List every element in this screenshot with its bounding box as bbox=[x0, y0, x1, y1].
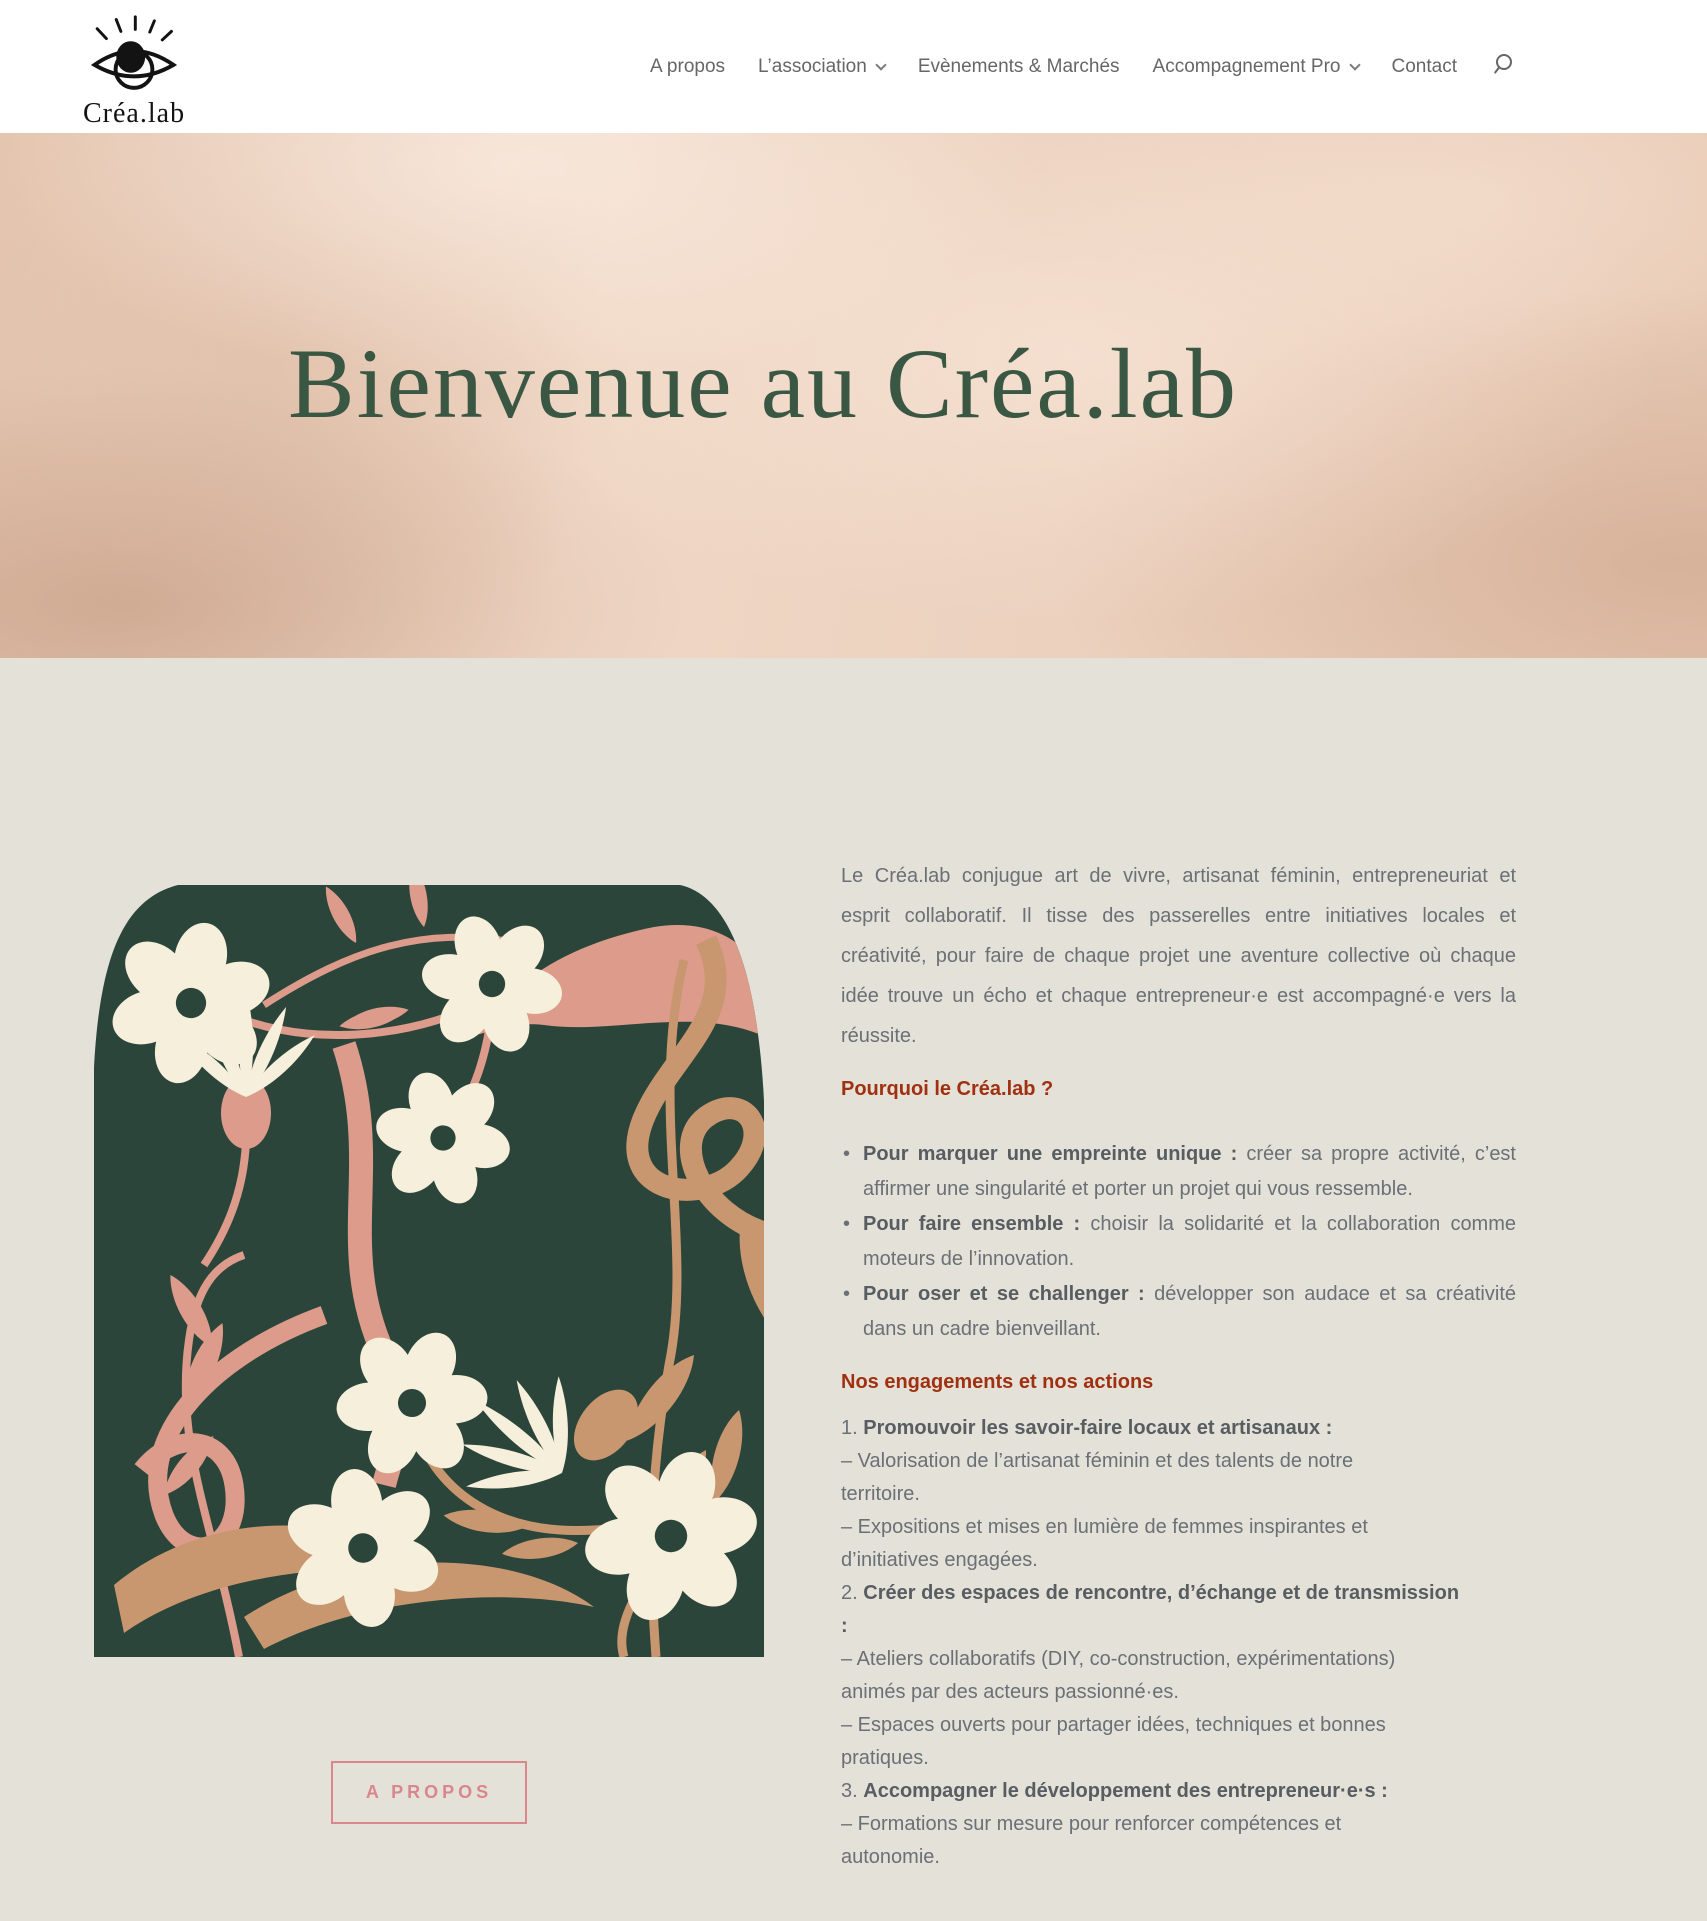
nav-items bbox=[650, 56, 1457, 78]
why-list bbox=[841, 1137, 1516, 1347]
why-list-item: • Pour marquer une empreinte unique : créer sa propre activité, c’est affirmer une singularité et porter un projet qui vous ressemble. bbox=[863, 1137, 1516, 1207]
why-list-item: • Pour oser et se challenger : développer son audace et sa créativité dans un cadre bienveillant. bbox=[863, 1277, 1516, 1347]
intro-paragraph: Le Créa.lab conjugue art de vivre, artisanat féminin, entrepreneuriat et esprit collaboratif. Il tisse des passerelles entre initiatives locales et créativité, pour faire de chaque projet une aventure collective où chaque idée trouve un écho et chaque entrepreneur·e est accompagné·e vers la réussite. bbox=[841, 865, 1516, 1047]
chevron-down-icon bbox=[1349, 59, 1360, 70]
site-logo[interactable] bbox=[83, 13, 185, 129]
why-heading: Pourquoi le Créa.lab ? bbox=[841, 1078, 1054, 1100]
about-text-column bbox=[841, 856, 1516, 1921]
nav-item-contact[interactable]: Contact bbox=[1391, 55, 1457, 77]
search-button[interactable] bbox=[1492, 52, 1516, 81]
eye-logo-icon bbox=[88, 13, 180, 101]
about-left-column bbox=[94, 856, 764, 1921]
nav-item-a-propos[interactable]: A propos bbox=[650, 55, 726, 77]
a-propos-button[interactable]: A PROPOS bbox=[331, 1761, 527, 1824]
nav-item-l-association[interactable]: L’association bbox=[758, 56, 885, 78]
main-nav bbox=[650, 52, 1516, 81]
logo-wordmark: Créa.lab bbox=[83, 97, 186, 129]
hero-section bbox=[0, 133, 1707, 658]
engagements-heading: Nos engagements et nos actions bbox=[841, 1371, 1154, 1393]
search-icon bbox=[1492, 52, 1516, 81]
nav-item-ev-nements-march-s[interactable]: Evènements & Marchés bbox=[917, 55, 1120, 77]
hero-title: Bienvenue au Créa.lab bbox=[288, 328, 1238, 439]
about-section bbox=[0, 658, 1707, 1921]
why-list-item: • Pour faire ensemble : choisir la solidarité et la collaboration comme moteurs de l’innovation. bbox=[863, 1207, 1516, 1277]
floral-illustration bbox=[94, 885, 764, 1657]
chevron-down-icon bbox=[875, 59, 886, 70]
nav-item-accompagnement-pro[interactable]: Accompagnement Pro bbox=[1153, 56, 1359, 78]
site-header bbox=[0, 0, 1707, 133]
engagements-text: 1. Promouvoir les savoir-faire locaux et artisanaux : – Valorisation de l’artisanat féminin et des talents de notre territoire. – Expositions et mises en lumière de femmes inspirantes et d’initiatives engagées. 2. Créer des espaces de rencontre, d’échange et de transmission : – Ateliers collaboratifs (DIY, co-construction, expérimentations) animés par des acteurs passionné·es. – Espaces ouverts pour partager idées, techniques et bonnes pratiques. 3. Accompagner le développement des entrepreneur·e·s : – Formations sur mesure pour renforcer compétences et autonomie. bbox=[841, 1417, 1460, 1868]
